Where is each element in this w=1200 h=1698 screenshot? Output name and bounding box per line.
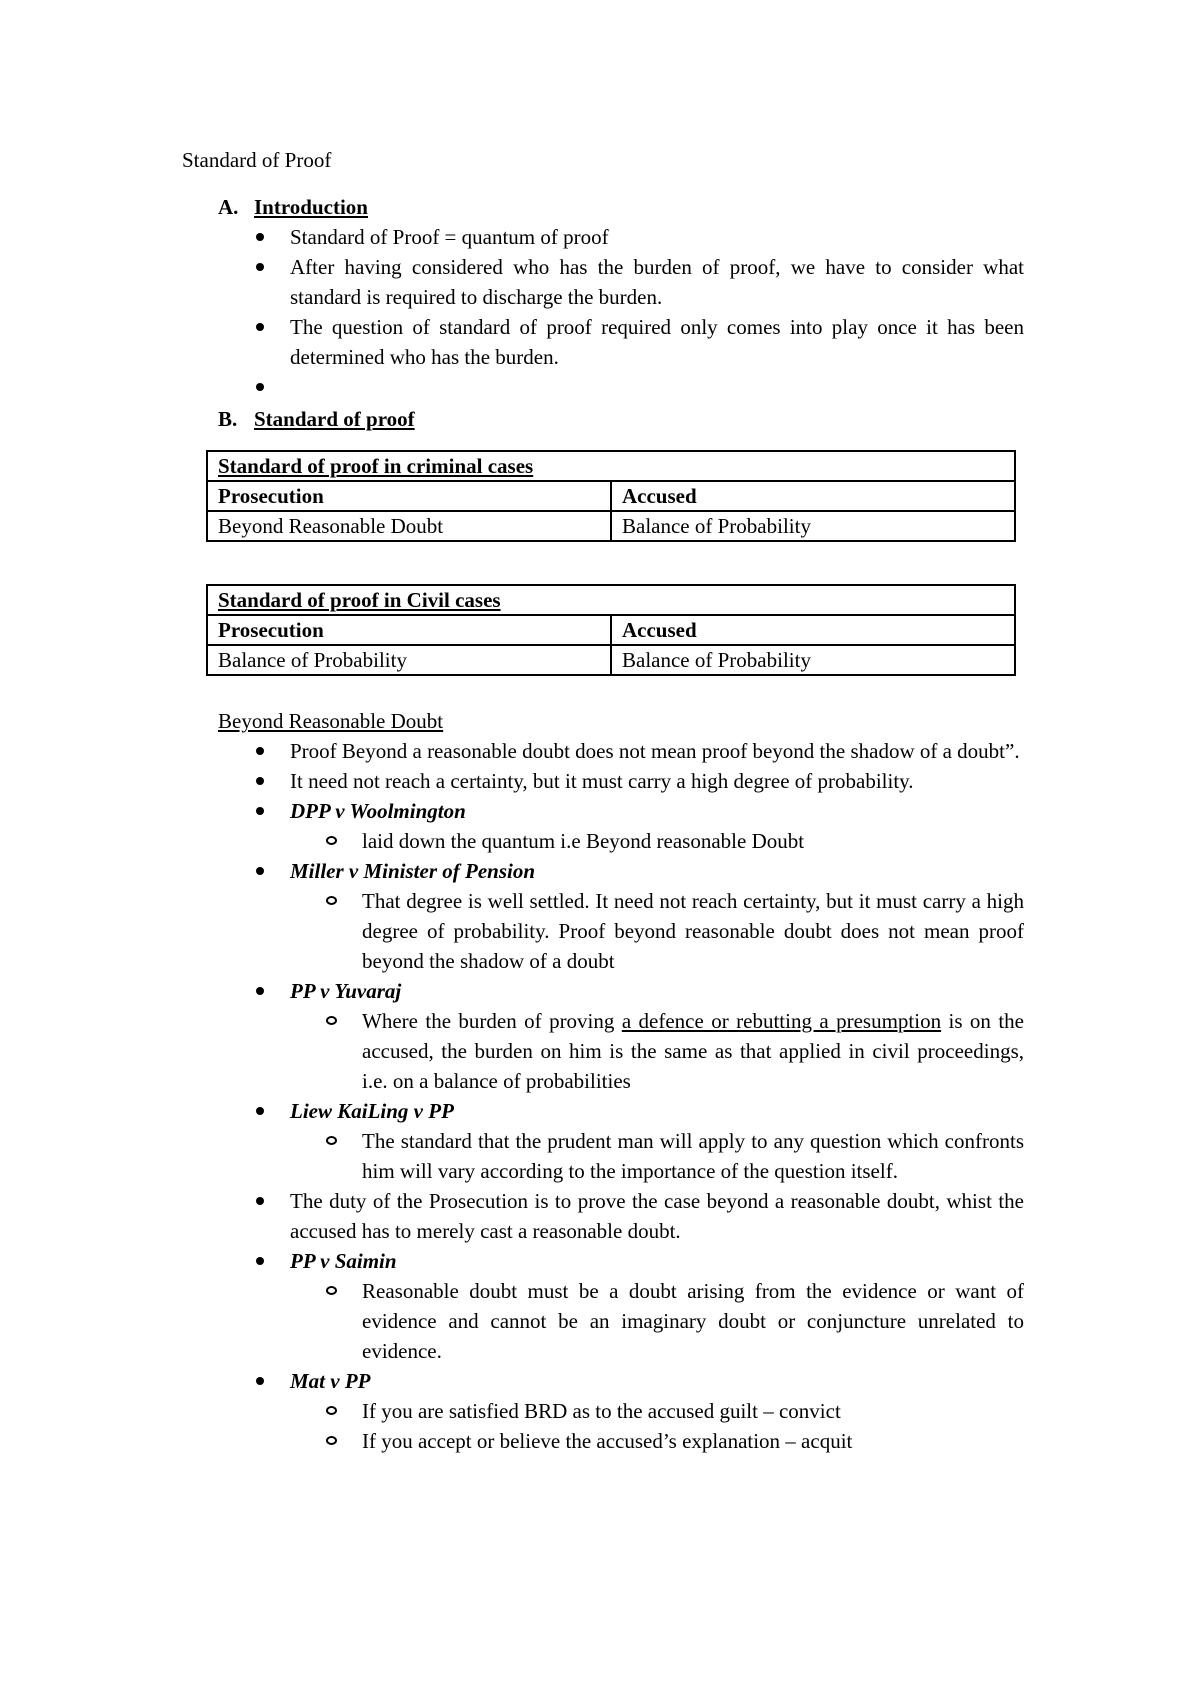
section-a-letter: A. xyxy=(218,195,239,219)
table-row xyxy=(207,451,1015,481)
list-item: The question of standard of proof required only comes into play once it has been determined who has the burden. xyxy=(254,312,1024,372)
sub-list-item: If you are satisfied BRD as to the accused guilt – convict xyxy=(326,1396,1024,1426)
sub-list-item: That degree is well settled. It need not reach certainty, but it must carry a high degree of probability. Proof beyond reasonable doubt does not mean proof beyond the shadow of a doubt xyxy=(326,886,1024,976)
column-header-prosecution: Prosecution xyxy=(207,615,611,645)
sub-list xyxy=(326,1006,1024,1096)
civil-standard-table xyxy=(206,584,1016,676)
case-item-mat xyxy=(254,1366,1024,1456)
section-b-title: Standard of proof xyxy=(254,407,415,431)
case-item-woolmington xyxy=(254,796,1024,856)
table-row xyxy=(207,511,1015,541)
table-cell: Beyond Reasonable Doubt xyxy=(207,511,611,541)
list-item: After having considered who has the burden of proof, we have to consider what standard is required to discharge the burden. xyxy=(254,252,1024,312)
case-name: Miller v Minister of Pension xyxy=(290,859,536,883)
table-cell: Balance of Probability xyxy=(611,511,1015,541)
sub-list-item: laid down the quantum i.e Beyond reasonable Doubt xyxy=(326,826,1024,856)
yuvaraj-text-underlined: a defence or rebutting a presumption xyxy=(621,1009,942,1033)
case-name: Liew KaiLing v PP xyxy=(290,1099,454,1123)
case-name: DPP v Woolmington xyxy=(290,799,466,823)
case-item-yuvaraj xyxy=(254,976,1024,1096)
section-a-heading xyxy=(218,192,368,222)
table-row xyxy=(207,585,1015,615)
sub-list xyxy=(326,1126,1024,1186)
list-item: Standard of Proof = quantum of proof xyxy=(254,222,1024,252)
case-name: Mat v PP xyxy=(290,1369,371,1393)
criminal-standard-table xyxy=(206,450,1016,542)
case-item-miller xyxy=(254,856,1024,976)
yuvaraj-text-post: is on the accused, the burden on him is the same as that applied in civil proceedings, i.e. on a balance of probabilities xyxy=(362,1009,1024,1093)
table-title: Standard of proof in criminal cases xyxy=(207,451,1015,481)
column-header-prosecution: Prosecution xyxy=(207,481,611,511)
brd-subheading: Beyond Reasonable Doubt xyxy=(218,709,444,733)
list-item: The duty of the Prosecution is to prove the case beyond a reasonable doubt, whist the accused has to merely cast a reasonable doubt. xyxy=(254,1186,1024,1246)
table-cell: Balance of Probability xyxy=(207,645,611,675)
case-name: PP v Saimin xyxy=(290,1249,397,1273)
column-header-accused: Accused xyxy=(611,481,1015,511)
sub-list xyxy=(326,1396,1024,1456)
brd-bullet-list xyxy=(254,736,1024,1456)
section-b-heading xyxy=(218,404,415,434)
table-row xyxy=(207,481,1015,511)
sub-list xyxy=(326,1276,1024,1366)
case-item-saimin xyxy=(254,1246,1024,1366)
sub-list-item: If you accept or believe the accused’s explanation – acquit xyxy=(326,1426,1024,1456)
table-row xyxy=(207,615,1015,645)
yuvaraj-text-pre: Where the burden of proving xyxy=(362,1009,622,1033)
document-title: Standard of Proof xyxy=(182,148,332,172)
section-b-letter: B. xyxy=(218,407,238,431)
list-item: Proof Beyond a reasonable doubt does not mean proof beyond the shadow of a doubt”. xyxy=(254,736,1024,766)
sub-list-item: The standard that the prudent man will apply to any question which confronts him will vary according to the importance of the question itself. xyxy=(326,1126,1024,1186)
sub-list-item xyxy=(326,1006,1024,1096)
table-title: Standard of proof in Civil cases xyxy=(207,585,1015,615)
sub-list xyxy=(326,826,1024,856)
case-name: PP v Yuvaraj xyxy=(290,979,402,1003)
section-a-title: Introduction xyxy=(254,195,368,219)
table-row xyxy=(207,645,1015,675)
list-item: It need not reach a certainty, but it must carry a high degree of probability. xyxy=(254,766,1024,796)
sub-list-item: Reasonable doubt must be a doubt arising from the evidence or want of evidence and cannot be an imaginary doubt or conjuncture unrelated to evidence. xyxy=(326,1276,1024,1366)
intro-bullet-list xyxy=(254,222,1024,402)
list-item-empty xyxy=(254,372,1024,402)
sub-list xyxy=(326,886,1024,976)
case-item-liew xyxy=(254,1096,1024,1186)
table-cell: Balance of Probability xyxy=(611,645,1015,675)
column-header-accused: Accused xyxy=(611,615,1015,645)
